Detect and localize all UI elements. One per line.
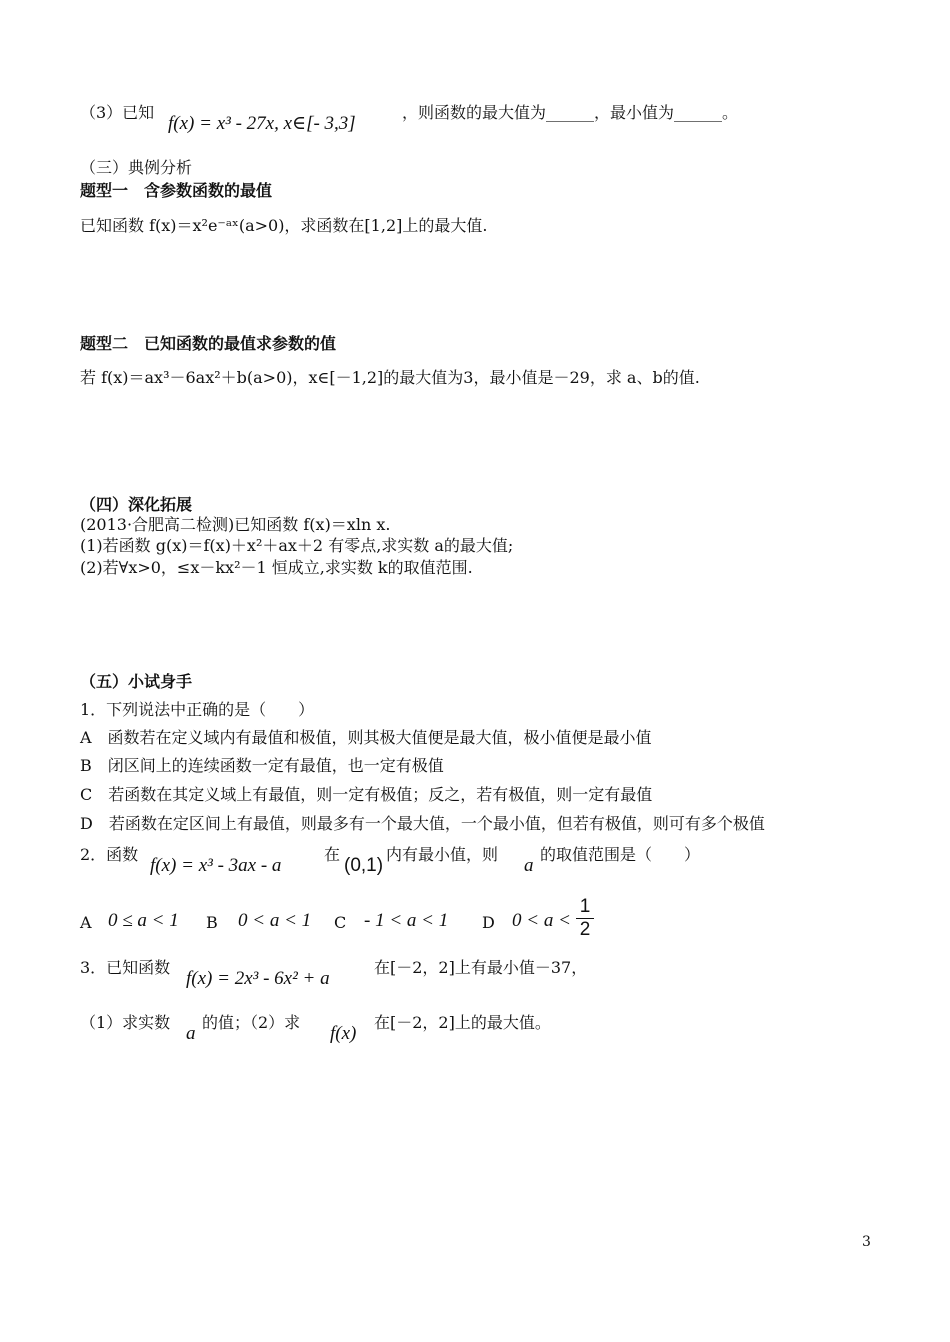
page-number: 3 bbox=[862, 1234, 871, 1250]
q3-prefix: （3）已知 bbox=[80, 103, 155, 122]
problem-2-option-d: 0 < a < bbox=[512, 910, 571, 931]
type1-body: 已知函数 f(x)＝x²e⁻ᵃˣ(a>0)，求函数在[1,2]上的最大值. bbox=[80, 216, 488, 235]
problem-2-interval: (0,1) bbox=[344, 855, 384, 876]
section-4-q1: (1)若函数 g(x)＝f(x)＋x²＋ax＋2 有零点,求实数 a的最大值; bbox=[80, 536, 514, 555]
fraction-numerator: 1 bbox=[579, 896, 591, 917]
problem-2-option-c: - 1 < a < 1 bbox=[364, 910, 449, 931]
problem-3-formula: f(x) = 2x³ - 6x² + a bbox=[186, 968, 330, 989]
problem-3-q-part3: 在[－2，2]上的最大值。 bbox=[374, 1013, 551, 1032]
problem-1-option-c: C 若函数在其定义域上有最值，则一定有极值；反之，若有极值，则一定有最值 bbox=[80, 785, 653, 804]
section-5-title: （五）小试身手 bbox=[80, 672, 193, 691]
problem-1-option-b: B 闭区间上的连续函数一定有最值，也一定有极值 bbox=[80, 756, 444, 775]
problem-2-var: a bbox=[524, 855, 534, 876]
fraction-denominator: 2 bbox=[579, 919, 591, 940]
problem-2-prefix: 2．函数 bbox=[80, 845, 139, 864]
problem-2-mid1: 在 bbox=[324, 845, 341, 864]
type1-title: 题型一 含参数函数的最值 bbox=[80, 181, 273, 200]
problem-2-option-b-label: B bbox=[206, 913, 218, 932]
section-4-q2: (2)若∀x>0，≤x－kx²－1 恒成立,求实数 k的取值范围. bbox=[80, 558, 473, 577]
problem-3-q-part1: （1）求实数 bbox=[80, 1013, 171, 1032]
q3-suffix: ，则函数的最大值为______，最小值为______。 bbox=[402, 103, 739, 122]
section-4-title: （四）深化拓展 bbox=[80, 495, 193, 514]
problem-2-option-c-label: C bbox=[334, 913, 347, 932]
problem-1-stem: 1．下列说法中正确的是（ ） bbox=[80, 700, 315, 719]
problem-2-option-a-label: A bbox=[80, 913, 92, 932]
problem-2-option-d-label: D bbox=[482, 913, 495, 932]
type2-body: 若 f(x)＝ax³－6ax²＋b(a>0)，x∈[－1,2]的最大值为3，最小值是－29，求 a、b的值. bbox=[80, 368, 700, 387]
problem-3-q-var: a bbox=[186, 1023, 196, 1044]
problem-2-formula: f(x) = x³ - 3ax - a bbox=[150, 855, 282, 876]
problem-3-prefix: 3．已知函数 bbox=[80, 958, 171, 977]
problem-2-option-a: 0 ≤ a < 1 bbox=[108, 910, 179, 931]
problem-3-suffix: 在[－2，2]上有最小值－37， bbox=[374, 958, 588, 977]
problem-1-option-a: A 函数若在定义域内有最值和极值，则其极大值便是最大值，极小值便是最小值 bbox=[80, 728, 652, 747]
problem-2-option-b: 0 < a < 1 bbox=[238, 910, 312, 931]
problem-2-option-d-fraction bbox=[576, 897, 594, 940]
problem-2-mid2: 内有最小值，则 bbox=[386, 845, 499, 864]
problem-3-q-fx: f(x) bbox=[330, 1023, 357, 1044]
problem-2-suffix: 的取值范围是（ ） bbox=[540, 845, 701, 864]
q3-formula: f(x) = x³ - 27x, x∈[- 3,3] bbox=[168, 113, 356, 134]
section-4-source: (2013·合肥高二检测)已知函数 f(x)＝xln x. bbox=[80, 515, 391, 534]
problem-3-q-part2: 的值；（2）求 bbox=[202, 1013, 301, 1032]
problem-1-option-d: D 若函数在定区间上有最值，则最多有一个最大值，一个最小值，但若有极值，则可有多个极值 bbox=[80, 814, 765, 833]
section-3-title: （三）典例分析 bbox=[80, 158, 193, 177]
type2-title: 题型二 已知函数的最值求参数的值 bbox=[80, 334, 337, 353]
